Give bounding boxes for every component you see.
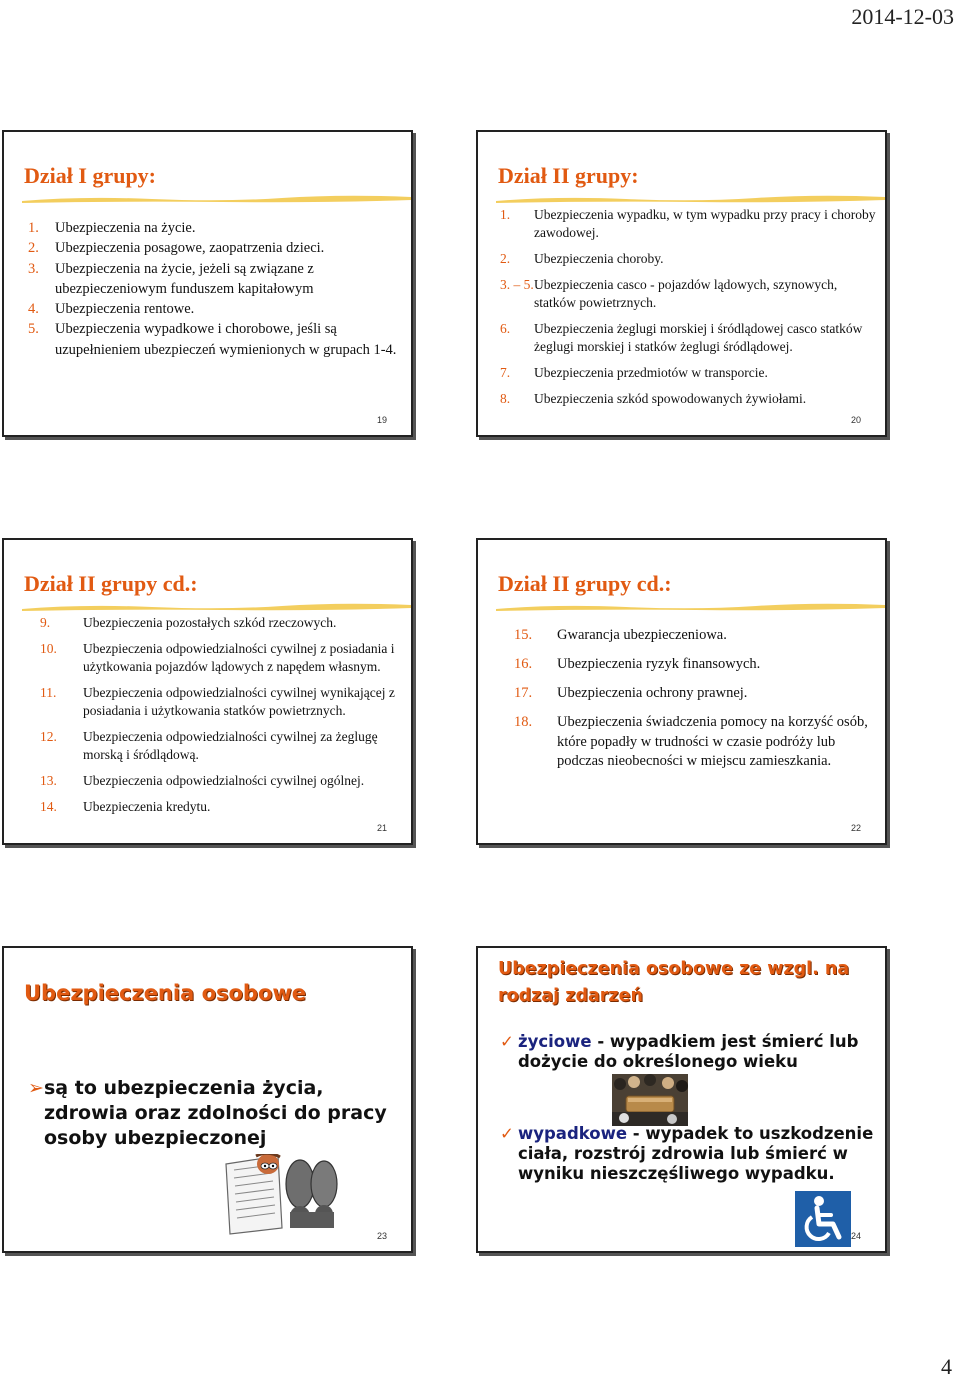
list-item: 3. – 5. Ubezpieczenia casco - pojazdów lądowych, szynowych, statków powietrznych. [500, 277, 838, 310]
list-item: 18. Ubezpieczenia świadczenia pomocy na korzyść osób, które popadły w trudności w czasie podróży lub podczas nieobecności w miejscu zamieszkania. [514, 714, 868, 769]
arrow-bullet-icon: ➢ [28, 1077, 44, 1099]
slide-title: Ubezpieczenia osobowe ze wzgl. na rodzaj zdarzeń [498, 959, 850, 1006]
title-underline [22, 194, 412, 204]
wheelchair-icon [795, 1191, 851, 1247]
bullet-text: - wypadek to uszkodzenie ciała, rozstrój zdrowia lub śmierć w wyniku nieszczęśliwego wypadku. [518, 1124, 874, 1183]
slide-title: Dział I grupy: [24, 163, 156, 188]
slide-number: 20 [850, 415, 861, 425]
list-item: 12. Ubezpieczenia odpowiedzialności cywilnej za żeglugę morską i śródlądową. [40, 729, 378, 762]
insurance-group-list [514, 626, 879, 781]
list-item: 1. Ubezpieczenia wypadku, w tym wypadku przy pracy i choroby zawodowej. [500, 207, 876, 240]
list-item: 5. Ubezpieczenia wypadkowe i chorobowe, jeśli są uzupełnieniem ubezpieczeń wymienionych w grupach 1-4. [28, 321, 397, 358]
bullet-point [28, 1076, 394, 1151]
list-item: 14. Ubezpieczenia kredytu. [40, 799, 211, 814]
slide-number: 21 [376, 823, 387, 833]
list-item: 8. Ubezpieczenia szkód spowodowanych żywiołami. [500, 391, 807, 406]
list-item: 15. Gwarancja ubezpieczeniowa. [514, 627, 727, 643]
slide-21 [2, 538, 413, 845]
funeral-coffin-photo [612, 1074, 688, 1126]
title-underline [496, 602, 886, 612]
list-item: 3. Ubezpieczenia na życie, jeżeli są związane z ubezpieczeniowym funduszem kapitałowym [28, 260, 314, 297]
list-item: 13. Ubezpieczenia odpowiedzialności cywilnej ogólnej. [40, 773, 365, 788]
list-item: 2. Ubezpieczenia posagowe, zaopatrzenia dzieci. [28, 240, 325, 257]
bullet-keyword: życiowe [518, 1032, 592, 1051]
bullet-point [500, 1124, 887, 1184]
slide-number: 24 [850, 1231, 861, 1241]
list-item: 17. Ubezpieczenia ochrony prawnej. [514, 685, 748, 701]
list-item: 16. Ubezpieczenia ryzyk finansowych. [514, 656, 761, 672]
bullet-point [500, 1032, 887, 1072]
list-item: 2. Ubezpieczenia choroby. [500, 251, 664, 266]
slide-title: Dział II grupy cd.: [24, 571, 198, 596]
list-item: 10. Ubezpieczenia odpowiedzialności cywilnej z posiadania i użytkowania pojazdów lądowych z napędem własnym. [40, 641, 395, 674]
slide-title: Dział II grupy cd.: [498, 571, 672, 596]
checkmark-icon: ✓ [500, 1032, 514, 1051]
slide-number: 19 [376, 415, 387, 425]
insurance-group-list [500, 206, 880, 416]
man-reading-newspaper-illustration [220, 1154, 340, 1238]
list-item: 4. Ubezpieczenia rentowe. [28, 301, 195, 318]
list-item: 11. Ubezpieczenia odpowiedzialności cywilnej wynikającej z posiadania i użytkowania statków powietrznych. [40, 685, 395, 718]
page-number: 4 [941, 1354, 952, 1379]
title-underline [22, 602, 412, 612]
slide-title: Ubezpieczenia osobowe [24, 981, 307, 1005]
list-item: 7. Ubezpieczenia przedmiotów w transporcie. [500, 365, 768, 380]
slide-number: 22 [850, 823, 861, 833]
slide-22 [476, 538, 887, 845]
bullet-text: są to ubezpieczenia życia, zdrowia oraz zdolności do pracy osoby ubezpieczonej [44, 1077, 387, 1149]
insurance-group-list [28, 218, 398, 360]
page-date: 2014-12-03 [851, 4, 954, 29]
list-item: 6. Ubezpieczenia żeglugi morskiej i śródlądowej casco statków żeglugi morskiej i statków żeglugi śródlądowej. [500, 321, 863, 354]
slide-20 [476, 130, 887, 437]
slide-title: Dział II grupy: [498, 163, 639, 188]
slide-24 [476, 946, 887, 1253]
bullet-text: - wypadkiem jest śmierć lub dożycie do określonego wieku [518, 1032, 859, 1071]
slide-23 [2, 946, 413, 1253]
title-underline [496, 194, 886, 204]
list-item: 9. Ubezpieczenia pozostałych szkód rzeczowych. [40, 615, 337, 630]
slide-19 [2, 130, 413, 437]
insurance-group-list [40, 614, 405, 824]
bullet-keyword: wypadkowe [518, 1124, 628, 1143]
list-item: 1. Ubezpieczenia na życie. [28, 220, 196, 236]
checkmark-icon: ✓ [500, 1124, 514, 1143]
slide-number: 23 [376, 1231, 387, 1241]
